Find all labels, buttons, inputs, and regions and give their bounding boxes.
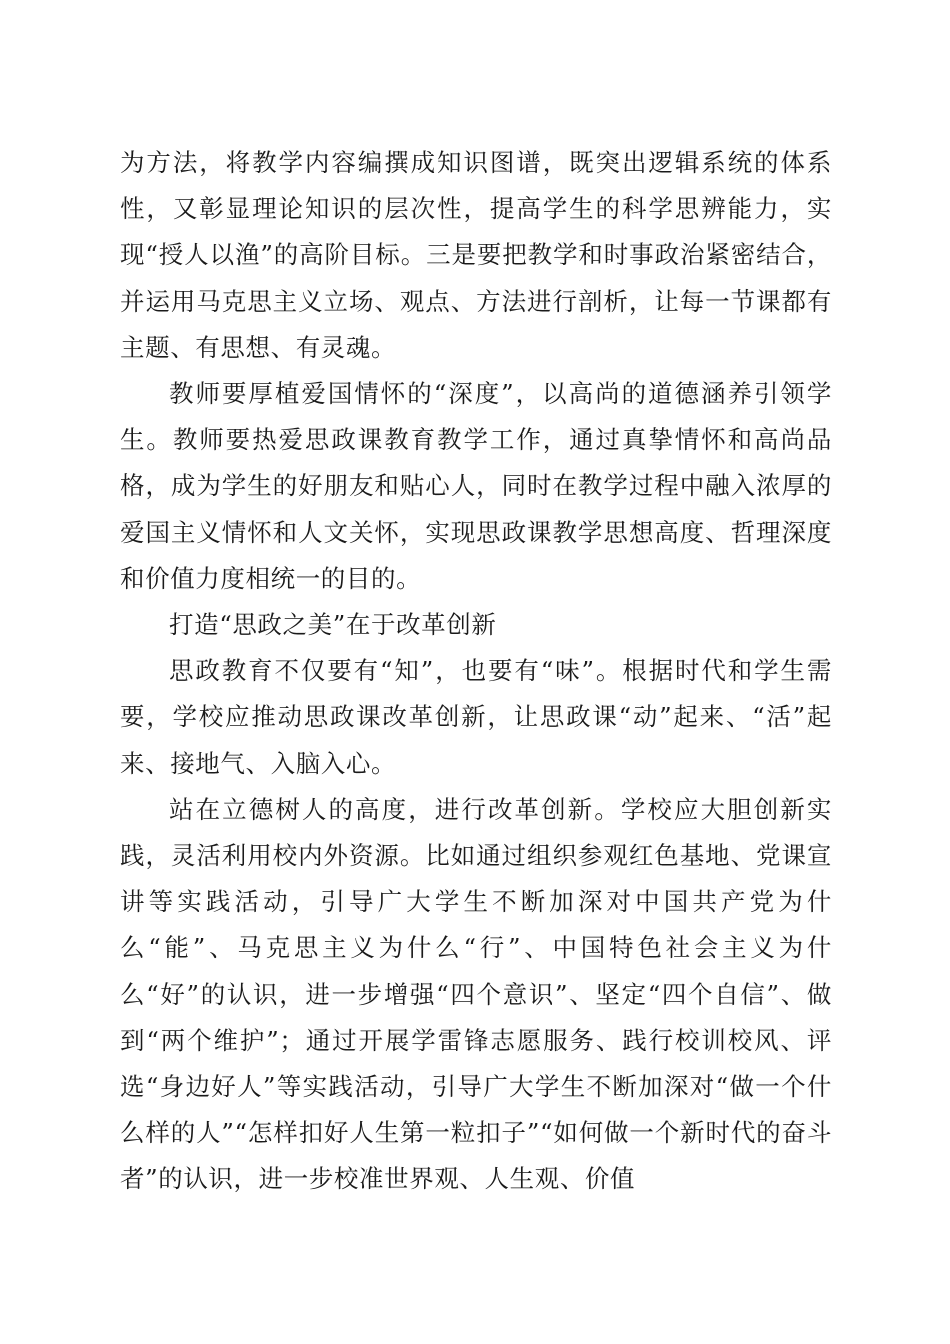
section-heading: 打造“思政之美”在于改革创新	[169, 610, 497, 640]
paragraph-reform-practice: 站在立德树人的高度，进行改革创新。学校应大胆创新实践，灵活利用校内外资源。比如通过组织参观红色基地、党课宣讲等实践活动，引导广大学生不断加深对中国共产党为什么“能”、马克思主义为什么“行”、中国特色社会主义为什么“好”的认识，进一步增强“四个意识”、坚定“四个自信”、做到“两个维护”；通过开展学雷锋志愿服务、践行校训校风、评选“身边好人”等实践活动，引导广大学生不断加深对“做一个什么样的人”“怎样扣好人生第一粒扣子”“如何做一个新时代的奋斗者”的认识，进一步校准世界观、人生观、价值	[120, 794, 832, 1194]
document-body	[120, 140, 832, 1203]
paragraph-continuation: 为方法，将教学内容编撰成知识图谱，既突出逻辑系统的体系性，又彰显理论知识的层次性，提高学生的科学思辨能力，实现“授人以渔”的高阶目标。三是要把教学和时事政治紧密结合，并运用马克思主义立场、观点、方法进行剖析，让每一节课都有主题、有思想、有灵魂。	[120, 148, 832, 362]
paragraph-teacher-patriotism: 教师要厚植爱国情怀的“深度”，以高尚的道德涵养引领学生。教师要热爱思政课教育教学工作，通过真挚情怀和高尚品格，成为学生的好朋友和贴心人，同时在教学过程中融入浓厚的爱国主义情怀和人文关怀，实现思政课教学思想高度、哲理深度和价值力度相统一的目的。	[120, 379, 832, 593]
paragraph-reform-intro: 思政教育不仅要有“知”，也要有“味”。根据时代和学生需要，学校应推动思政课改革创新，让思政课“动”起来、“活”起来、接地气、入脑入心。	[120, 656, 832, 778]
